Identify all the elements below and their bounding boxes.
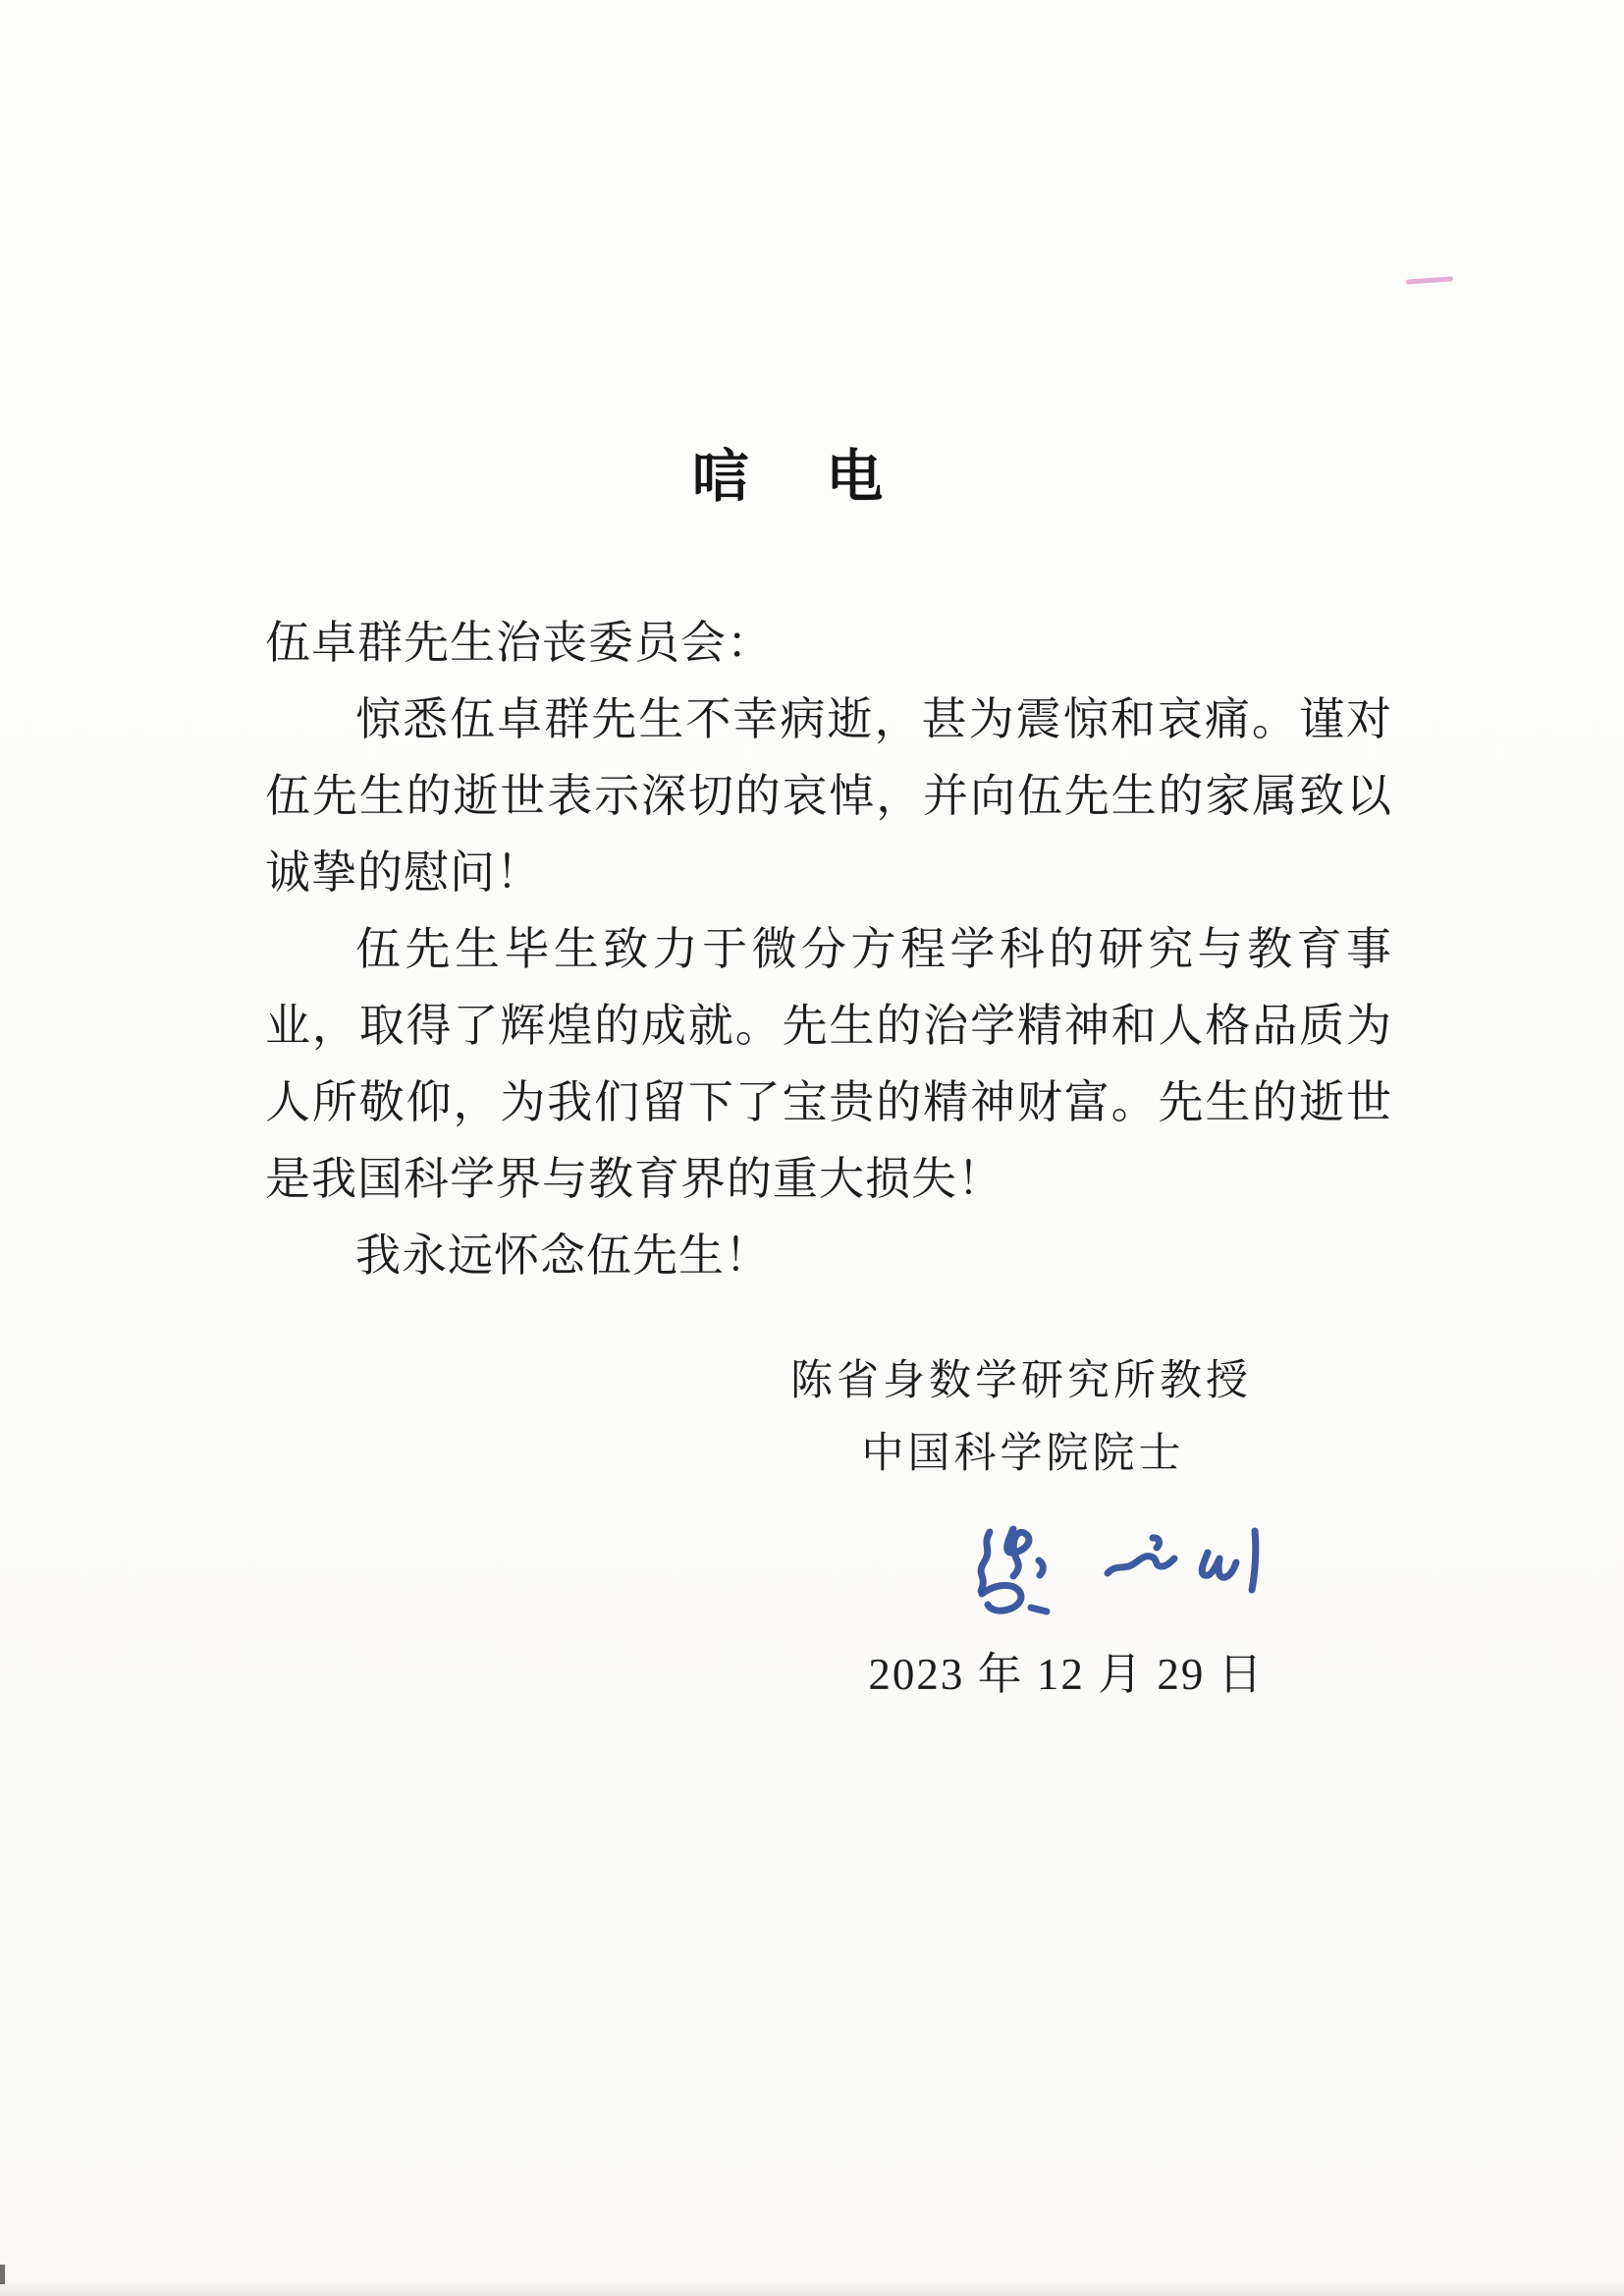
- paragraph-condolence: 惊悉伍卓群先生不幸病逝，甚为震惊和哀痛。谨对伍先生的逝世表示深切的哀悼，并向伍先生的家属致以诚挚的慰问！: [265, 694, 1392, 898]
- paragraph-remembrance: 我永远怀念伍先生！: [355, 1230, 771, 1281]
- letter-body: [265, 605, 1392, 1294]
- pink-scan-mark: [1406, 276, 1453, 284]
- scan-edge-artifact: [0, 2265, 5, 2284]
- paragraph-tribute: 伍先生毕生致力于微分方程学科的研究与教育事业，取得了辉煌的成就。先生的治学精神和人格品质为人所敬仰，为我们留下了宝贵的精神财富。先生的逝世是我国科学界与教育界的重大损失！: [265, 924, 1392, 1204]
- salutation: 伍卓群先生治丧委员会：: [265, 618, 773, 668]
- signature-date: 2023 年 12 月 29 日: [868, 1650, 1265, 1699]
- signature-academician-title: 中国科学院院士: [861, 1431, 1185, 1477]
- handwritten-signature: [960, 1520, 1274, 1628]
- page-title: 唁 电: [691, 445, 915, 509]
- signature-affiliation: 陈省身数学研究所教授: [790, 1358, 1252, 1404]
